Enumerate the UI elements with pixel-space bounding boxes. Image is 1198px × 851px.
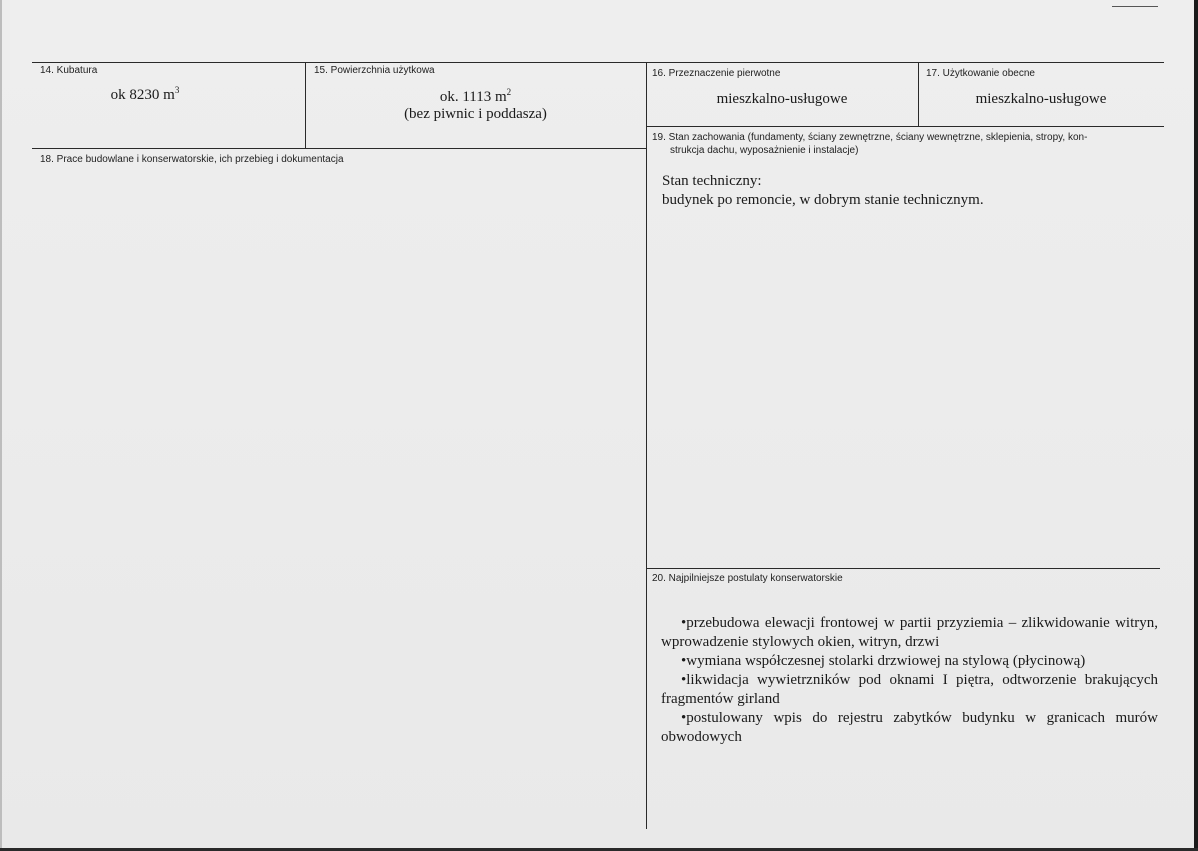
rule-below-16-17 bbox=[646, 126, 1164, 127]
field-14-value: ok 8230 $m^3$ bbox=[110, 85, 180, 103]
field-19-heading: Stan techniczny: bbox=[662, 173, 762, 189]
center-divider bbox=[646, 62, 647, 829]
field-18-label: 18. Prace budowlane i konserwatorskie, ich przebieg i dokumentacja bbox=[40, 154, 344, 165]
form-top-rule bbox=[32, 62, 1164, 63]
field-19-content bbox=[662, 172, 1142, 210]
field-17-label: 17. Użytkowanie obecne bbox=[926, 68, 1035, 79]
field-17-value: mieszkalno-usługowe bbox=[975, 91, 1107, 107]
field-20-item: •postulowany wpis do rejestru zabytków budynku w granicach murów obwodowych bbox=[661, 710, 1158, 745]
field-20-item: •likwidacja wywietrzników pod oknami I piętra, odtworzenie brakujących fragmentów girland bbox=[661, 672, 1158, 707]
rule-below-14-15 bbox=[32, 148, 646, 149]
field-15-label: 15. Powierzchnia użytkowa bbox=[314, 65, 435, 76]
field-19-label-line1: 19. Stan zachowania (fundamenty, ściany zewnętrzne, ściany wewnętrzne, sklepienia, stropy, kon- bbox=[652, 132, 1088, 143]
field-16-value: mieszkalno-usługowe bbox=[716, 91, 848, 107]
field-15-exponent: 2 bbox=[506, 87, 512, 97]
field-20-label: 20. Najpilniejsze postulaty konserwatorskie bbox=[652, 573, 843, 584]
field-19-text: budynek po remoncie, w dobrym stanie technicznym. bbox=[662, 192, 984, 208]
scan-edge-left bbox=[0, 0, 2, 851]
field-16-label: 16. Przeznaczenie pierwotne bbox=[652, 68, 781, 79]
rule-above-20 bbox=[646, 568, 1160, 569]
field-14-label: 14. Kubatura bbox=[40, 65, 98, 76]
field-20-item: •wymiana współczesnej stolarki drzwiowej na stylową (płycinową) bbox=[681, 653, 1086, 669]
scan-corner-mark bbox=[1112, 6, 1158, 7]
field-19-label-line2: strukcja dachu, wyposażnienie i instalacje) bbox=[670, 145, 859, 156]
scan-edge-right bbox=[1194, 0, 1198, 851]
field-14-exponent: 3 bbox=[174, 85, 180, 95]
field-20-item: •przebudowa elewacji frontowej w partii przyziemia – zlikwidowanie witryn, wprowadzenie stylowych okien, witryn, drzwi bbox=[661, 615, 1158, 650]
field-15-note: (bez piwnic i poddasza) bbox=[404, 106, 547, 122]
field-15-value: ok. 1113 $m^2$ bbox=[439, 87, 512, 105]
field-20-list bbox=[661, 614, 1158, 747]
